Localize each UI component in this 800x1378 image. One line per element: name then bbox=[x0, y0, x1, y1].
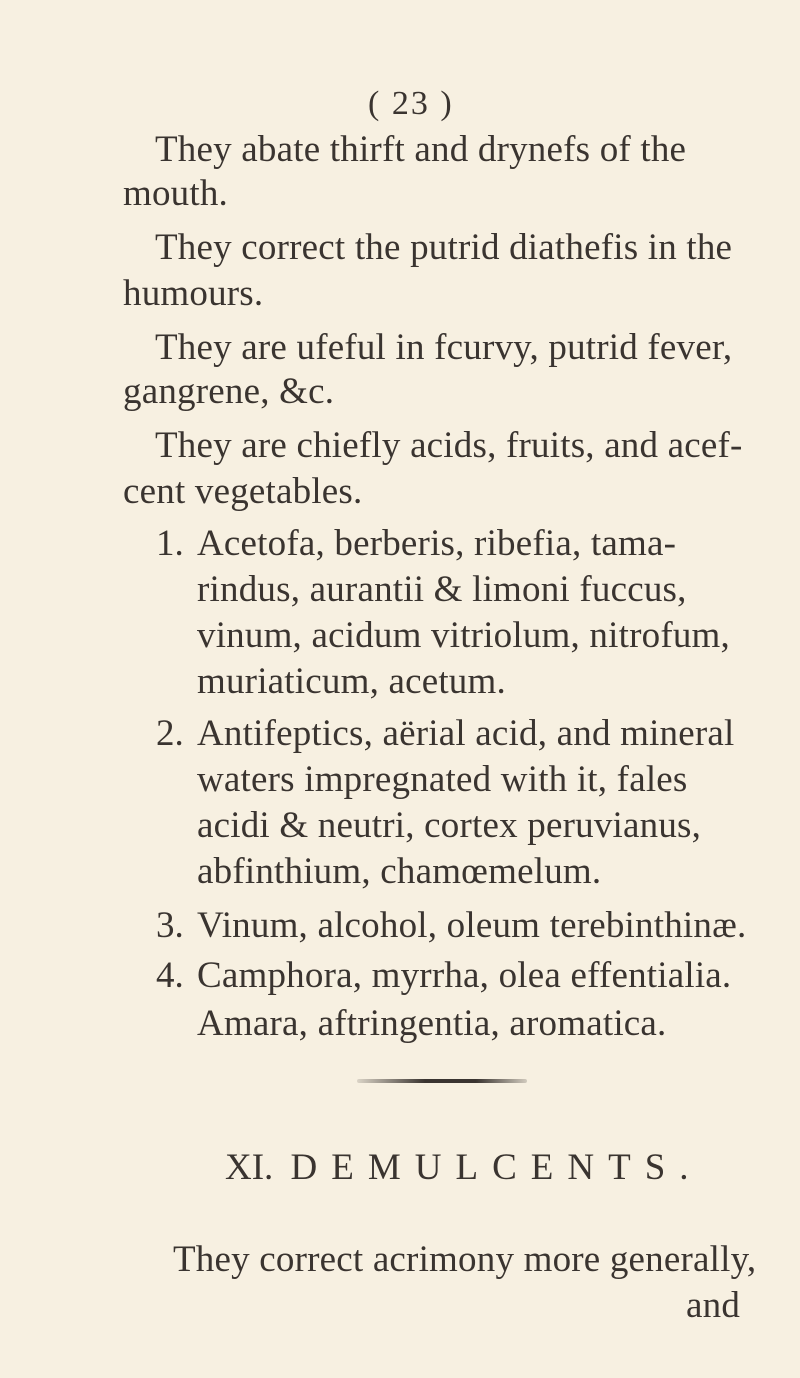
list-item-line: abfinthium, chamœmelum. bbox=[197, 851, 602, 892]
section-title: DEMULCENTS. bbox=[290, 1147, 703, 1188]
list-item-number: 3. bbox=[156, 905, 184, 946]
paragraph-line: mouth. bbox=[123, 173, 229, 214]
paragraph-line: They are chiefly acids, fruits, and acef- bbox=[155, 425, 743, 466]
list-item-line: acidi & neutri, cortex peruvianus, bbox=[197, 805, 702, 846]
list-item-line: Antifeptics, aërial acid, and mineral bbox=[197, 713, 735, 754]
paragraph-line: gangrene, &c. bbox=[123, 371, 335, 412]
paragraph-line: humours. bbox=[123, 273, 264, 314]
list-item-line: muriaticum, acetum. bbox=[197, 661, 506, 702]
list-item-line: vinum, acidum vitriolum, nitrofum, bbox=[197, 615, 730, 656]
list-item-number: 2. bbox=[156, 713, 184, 754]
paragraph-line: They correct acrimony more generally, bbox=[173, 1239, 757, 1280]
list-item-number: 4. bbox=[156, 955, 184, 996]
page-number: ( 23 ) bbox=[368, 85, 454, 122]
paragraph-line: They correct the putrid diathefis in the bbox=[155, 227, 733, 268]
list-item-line: waters impregnated with it, fales bbox=[197, 759, 688, 800]
catchword: and bbox=[686, 1285, 741, 1326]
section-numeral: XI. bbox=[225, 1147, 274, 1188]
paragraph-line: cent vegetables. bbox=[123, 471, 363, 512]
list-item-number: 1. bbox=[156, 523, 184, 564]
list-item-line: Amara, aftringentia, aromatica. bbox=[197, 1003, 667, 1044]
list-item-line: Camphora, myrrha, olea effentialia. bbox=[197, 955, 732, 996]
list-item-line: Acetofa, berberis, ribefia, tama- bbox=[197, 523, 677, 564]
list-item-line: Vinum, alcohol, oleum terebinthinæ. bbox=[197, 905, 747, 946]
section-heading bbox=[225, 1146, 703, 1190]
paragraph-line: They are ufeful in fcurvy, putrid fever, bbox=[155, 327, 733, 368]
section-divider bbox=[357, 1079, 527, 1083]
paragraph-line: They abate thirft and drynefs of the bbox=[155, 129, 687, 170]
list-item-line: rindus, aurantii & limoni fuccus, bbox=[197, 569, 687, 610]
